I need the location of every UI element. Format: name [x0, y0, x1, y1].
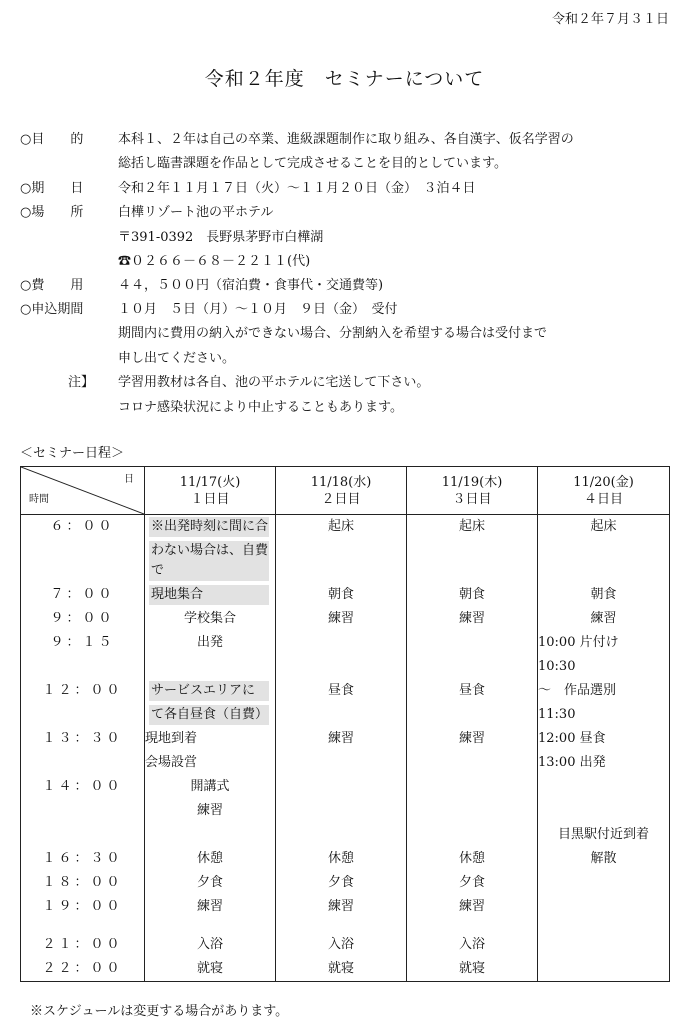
day-4-cell	[538, 871, 670, 895]
day-4-cell	[538, 799, 670, 823]
table-row	[21, 727, 670, 751]
time-cell: ２２：００	[21, 957, 145, 982]
time-cell: ６：００	[21, 515, 145, 540]
schedule-title: ＜セミナー日程＞	[20, 446, 125, 461]
table-row	[21, 847, 670, 871]
highlighted-note: て各自昼食（自費）	[149, 705, 269, 725]
day-1-cell: 就寝	[145, 957, 276, 982]
day-3-cell	[407, 919, 538, 933]
day-4-cell: 10:00 片付け	[538, 631, 670, 655]
day-3-cell	[407, 631, 538, 655]
day-4-cell: 10:30	[538, 655, 670, 679]
day-date: 11/17(火)	[179, 474, 241, 490]
day-1-cell: 出発	[145, 631, 276, 655]
time-cell: ９：００	[21, 607, 145, 631]
day-header-4	[538, 467, 670, 515]
table-row	[21, 799, 670, 823]
day-3-cell: 就寝	[407, 957, 538, 982]
day-1-cell: 夕食	[145, 871, 276, 895]
day-3-cell: 昼食	[407, 679, 538, 703]
table-row	[21, 775, 670, 799]
day-1-cell: 開講式	[145, 775, 276, 799]
note-line-1: 学習用教材は各自、池の平ホテルに宅送して下さい。	[118, 375, 430, 390]
day-2-cell	[276, 823, 407, 847]
highlighted-note: わない場合は、自費で	[149, 541, 269, 581]
highlighted-note: ※出発時刻に間に合	[149, 517, 269, 537]
time-cell: １６：３０	[21, 847, 145, 871]
time-cell	[21, 703, 145, 727]
day-3-cell: 練習	[407, 727, 538, 751]
day-4-cell	[538, 919, 670, 933]
document-title: 令和２年度 セミナーについて	[204, 68, 485, 90]
corner-cell	[21, 467, 145, 515]
time-cell	[21, 751, 145, 775]
table-row	[21, 655, 670, 679]
day-2-cell: 練習	[276, 607, 407, 631]
purpose-line-1: 本科１、２年は自己の卒業、進級課題制作に取り組み、各自漢字、仮名学習の	[118, 132, 574, 147]
day-1-cell: 練習	[145, 799, 276, 823]
day-3-cell: 休憩	[407, 847, 538, 871]
day-4-cell	[538, 957, 670, 982]
apply-line-2: 期間内に費用の納入ができない場合、分割納入を希望する場合は受付まで	[118, 326, 548, 341]
apply-line-3: 申し出てください。	[118, 351, 236, 366]
table-row	[21, 703, 670, 727]
purpose-line-2: 総括し臨書課題を作品として完成させることを目的としています。	[118, 156, 507, 171]
apply-label: ○申込期間	[20, 302, 84, 317]
time-cell: １４：００	[21, 775, 145, 799]
time-cell: １９：００	[21, 895, 145, 919]
day-1-cell: 休憩	[145, 847, 276, 871]
day-1-cell	[145, 515, 276, 540]
day-2-cell	[276, 775, 407, 799]
day-1-cell: 会場設営	[145, 751, 276, 775]
table-row	[21, 823, 670, 847]
place-line-1: 白樺リゾート池の平ホテル	[118, 205, 274, 220]
day-2-cell	[276, 799, 407, 823]
time-cell	[21, 539, 145, 583]
table-row	[21, 871, 670, 895]
day-1-cell	[145, 703, 276, 727]
day-4-cell	[538, 775, 670, 799]
note-line-2: コロナ感染状況により中止することもあります。	[118, 400, 403, 415]
day-3-cell	[407, 751, 538, 775]
table-row	[21, 539, 670, 583]
day-4-cell	[538, 933, 670, 957]
day-1-cell	[145, 583, 276, 607]
day-4-cell: 解散	[538, 847, 670, 871]
table-row	[21, 895, 670, 919]
day-2-cell	[276, 751, 407, 775]
schedule-body	[21, 515, 670, 982]
place-label: ○場 所	[20, 205, 84, 220]
day-2-cell	[276, 631, 407, 655]
day-date: 11/19(木)	[441, 474, 503, 490]
day-2-cell	[276, 703, 407, 727]
time-cell	[21, 655, 145, 679]
place-line-2: 〒391-0392 長野県茅野市白樺湖	[118, 230, 324, 245]
day-3-cell	[407, 539, 538, 583]
day-4-cell	[538, 539, 670, 583]
day-1-cell: 練習	[145, 895, 276, 919]
day-4-cell: 目黒駅付近到着	[538, 823, 670, 847]
day-header-1	[145, 467, 276, 515]
table-row	[21, 679, 670, 703]
purpose-label: ○目 的	[20, 132, 84, 147]
day-header-2	[276, 467, 407, 515]
day-1-cell	[145, 539, 276, 583]
table-row	[21, 607, 670, 631]
highlighted-note: サービスエリアに	[149, 681, 269, 701]
day-1-cell	[145, 919, 276, 933]
day-3-cell	[407, 655, 538, 679]
day-3-cell: 入浴	[407, 933, 538, 957]
day-2-cell: 就寝	[276, 957, 407, 982]
day-2-cell: 起床	[276, 515, 407, 540]
day-2-cell: 昼食	[276, 679, 407, 703]
day-3-cell	[407, 823, 538, 847]
day-2-cell	[276, 919, 407, 933]
day-1-cell: 現地到着	[145, 727, 276, 751]
time-cell: ７：００	[21, 583, 145, 607]
time-cell: １２：００	[21, 679, 145, 703]
day-1-cell: 学校集合	[145, 607, 276, 631]
day-label: １日目	[190, 491, 230, 507]
day-1-cell	[145, 679, 276, 703]
place-line-3: ☎０２６６－６８－２２１１(代)	[118, 254, 311, 269]
day-label: ３日目	[452, 491, 492, 507]
day-label: ４日目	[583, 491, 623, 507]
day-4-cell: 13:00 出発	[538, 751, 670, 775]
time-cell: １８：００	[21, 871, 145, 895]
day-4-cell: ～ 作品選別	[538, 679, 670, 703]
time-cell	[21, 919, 145, 933]
day-3-cell: 朝食	[407, 583, 538, 607]
fee-value: ４４，５００円（宿泊費・食事代・交通費等)	[118, 278, 384, 293]
day-3-cell: 練習	[407, 895, 538, 919]
schedule-header-row	[21, 467, 670, 515]
table-row	[21, 631, 670, 655]
schedule-footnote: ※スケジュールは変更する場合があります。	[30, 1004, 289, 1019]
day-4-cell	[538, 895, 670, 919]
day-3-cell	[407, 775, 538, 799]
schedule-table	[20, 466, 670, 982]
day-header-3	[407, 467, 538, 515]
day-3-cell: 練習	[407, 607, 538, 631]
day-2-cell: 休憩	[276, 847, 407, 871]
day-1-cell: 入浴	[145, 933, 276, 957]
table-row	[21, 583, 670, 607]
day-3-cell: 起床	[407, 515, 538, 540]
day-1-cell	[145, 655, 276, 679]
day-2-cell: 練習	[276, 727, 407, 751]
corner-time-label: 時間	[29, 494, 49, 505]
day-4-cell: 11:30	[538, 703, 670, 727]
time-cell: ９：１５	[21, 631, 145, 655]
table-row	[21, 751, 670, 775]
day-2-cell: 夕食	[276, 871, 407, 895]
day-2-cell: 練習	[276, 895, 407, 919]
day-3-cell	[407, 703, 538, 727]
period-value: 令和２年１１月１７日（火）～１１月２０日（金） ３泊４日	[118, 181, 476, 196]
day-date: 11/20(金)	[573, 474, 634, 490]
day-1-cell	[145, 823, 276, 847]
fee-label: ○費 用	[20, 278, 84, 293]
day-4-cell: 朝食	[538, 583, 670, 607]
time-cell	[21, 823, 145, 847]
day-2-cell: 朝食	[276, 583, 407, 607]
time-cell	[21, 799, 145, 823]
table-row	[21, 515, 670, 540]
period-label: ○期 日	[20, 181, 84, 196]
day-3-cell	[407, 799, 538, 823]
day-2-cell: 入浴	[276, 933, 407, 957]
day-4-cell: 練習	[538, 607, 670, 631]
day-3-cell: 夕食	[407, 871, 538, 895]
corner-day-label: 日	[124, 474, 134, 485]
day-2-cell	[276, 655, 407, 679]
day-date: 11/18(水)	[310, 474, 372, 490]
table-row	[21, 957, 670, 982]
note-label: 注】	[68, 375, 95, 390]
table-row	[21, 919, 670, 933]
table-row	[21, 933, 670, 957]
day-2-cell	[276, 539, 407, 583]
time-cell: ２１：００	[21, 933, 145, 957]
time-cell: １３：３０	[21, 727, 145, 751]
highlighted-note: 現地集合	[149, 585, 269, 605]
document-date: 令和２年７月３１日	[551, 12, 669, 27]
day-label: ２日目	[321, 491, 361, 507]
apply-line-1: １０月 ５日（月）～１０月 ９日（金） 受付	[118, 302, 398, 317]
day-4-cell: 12:00 昼食	[538, 727, 670, 751]
day-4-cell: 起床	[538, 515, 670, 540]
